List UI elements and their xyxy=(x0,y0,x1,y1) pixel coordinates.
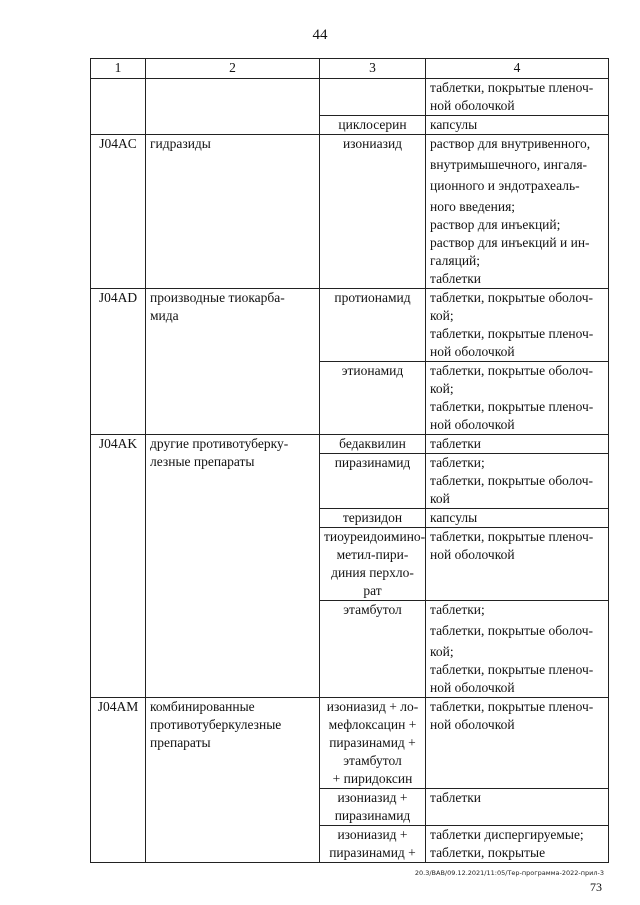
dosage-form-cell xyxy=(426,826,609,863)
header-cell: 2 xyxy=(146,59,320,79)
dosage-form-line: кой xyxy=(430,491,450,506)
substance-cell xyxy=(320,116,426,135)
group-name-cell xyxy=(146,135,320,289)
table-row xyxy=(91,289,609,362)
dosage-form-line: раствор для внутривенного, xyxy=(430,136,591,151)
dosage-form-cell xyxy=(426,698,609,789)
table-row xyxy=(91,435,609,454)
dosage-form-line: таблетки, покрытые оболоч- xyxy=(430,473,594,488)
substance-line: изониазид + xyxy=(337,790,408,805)
group-name-line: гидразиды xyxy=(150,136,211,151)
substance-line: этамбутол xyxy=(343,753,402,768)
table-row xyxy=(91,135,609,289)
dosage-form-line: капсулы xyxy=(430,510,478,525)
page-number: 44 xyxy=(312,27,328,43)
dosage-form-cell xyxy=(426,789,609,826)
group-name-line: лезные препараты xyxy=(150,454,255,469)
substance-line: мефлоксацин + xyxy=(328,717,417,732)
table-header-row xyxy=(91,59,609,79)
dosage-form-cell xyxy=(426,289,609,362)
group-name-line: мида xyxy=(150,308,179,323)
dosage-form-line: таблетки xyxy=(430,790,482,805)
dosage-form-line: галяций; xyxy=(430,253,481,268)
dosage-form-line: ной оболочкой xyxy=(430,717,515,732)
dosage-form-line: ного введения; xyxy=(430,199,516,214)
substance-line: изониазид xyxy=(342,136,403,151)
dosage-form-line: таблетки, покрытые пленоч- xyxy=(430,326,594,341)
table-row xyxy=(91,79,609,116)
dosage-form-line: таблетки, покрытые оболоч- xyxy=(430,363,594,378)
document-reference-code: 20.3/ВАВ/09.12.2021/11:05/Тер-программа-2022-прил-3 xyxy=(414,869,604,877)
substance-line: бедаквилин xyxy=(339,436,406,451)
dosage-form-line: таблетки, покрытые оболоч- xyxy=(430,290,594,305)
dosage-form-line: раствор для инъекций и ин- xyxy=(430,235,590,250)
substance-cell xyxy=(320,362,426,435)
dosage-form-line: таблетки, покрытые пленоч- xyxy=(430,399,594,414)
substance-cell xyxy=(320,509,426,528)
substance-line: тиоуреидоимино- xyxy=(324,529,426,544)
dosage-form-line: внутримышечного, ингаля- xyxy=(430,157,588,172)
atc-code-cell xyxy=(91,79,146,135)
substance-line: протионамид xyxy=(334,290,411,305)
substance-line: метил-пири- xyxy=(336,547,409,562)
dosage-form-line: раствор для инъекций; xyxy=(430,217,561,232)
dosage-form-line: ной оболочкой xyxy=(430,680,515,695)
substance-cell xyxy=(320,789,426,826)
dosage-form-line: капсулы xyxy=(430,117,478,132)
dosage-form-line: ной оболочкой xyxy=(430,344,515,359)
dosage-form-line: таблетки xyxy=(430,271,482,286)
substance-cell xyxy=(320,435,426,454)
dosage-form-line: таблетки, покрытые пленоч- xyxy=(430,662,594,677)
atc-code-cell: J04AC xyxy=(91,135,146,289)
table-row xyxy=(91,698,609,789)
substance-line: этионамид xyxy=(341,363,404,378)
drug-table xyxy=(90,58,609,863)
dosage-form-line: таблетки, покрытые пленоч- xyxy=(430,529,594,544)
dosage-form-cell xyxy=(426,528,609,601)
dosage-form-cell xyxy=(426,435,609,454)
dosage-form-line: ционного и эндотрахеаль- xyxy=(430,178,580,193)
substance-line: изониазид + ло- xyxy=(326,699,419,714)
group-name-line: другие противотуберку- xyxy=(150,436,289,451)
header-cell: 3 xyxy=(320,59,426,79)
substance-line: пиразинамид + xyxy=(329,845,416,860)
group-name-line: комбинированные xyxy=(150,699,255,714)
substance-cell xyxy=(320,454,426,509)
dosage-form-line: таблетки, покрытые оболоч- xyxy=(430,623,594,638)
substance-line: диния перхло- xyxy=(331,565,414,580)
dosage-form-line: таблетки диспергируемые; xyxy=(430,827,584,842)
substance-line: пиразинамид + xyxy=(329,735,416,750)
group-name-cell xyxy=(146,435,320,698)
dosage-form-cell xyxy=(426,509,609,528)
substance-cell xyxy=(320,79,426,116)
dosage-form-line: таблетки, покрытые пленоч- xyxy=(430,80,594,95)
substance-line: теризидон xyxy=(342,510,403,525)
substance-line: этамбутол xyxy=(343,602,402,617)
atc-code-cell: J04AK xyxy=(91,435,146,698)
dosage-form-line: кой; xyxy=(430,381,454,396)
group-name-line: производные тиокарба- xyxy=(150,290,285,305)
dosage-form-line: ной оболочкой xyxy=(430,98,515,113)
atc-code-cell: J04AD xyxy=(91,289,146,435)
group-name-line: препараты xyxy=(150,735,211,750)
substance-cell xyxy=(320,135,426,289)
group-name-cell xyxy=(146,289,320,435)
substance-line: пиразинамид xyxy=(334,808,411,823)
dosage-form-line: кой; xyxy=(430,308,454,323)
substance-line: + пиридоксин xyxy=(332,771,413,786)
dosage-form-cell xyxy=(426,79,609,116)
group-name-cell xyxy=(146,698,320,863)
substance-line: рат xyxy=(363,583,382,598)
dosage-form-cell xyxy=(426,601,609,698)
dosage-form-cell xyxy=(426,116,609,135)
dosage-form-line: таблетки; xyxy=(430,602,485,617)
dosage-form-line: кой; xyxy=(430,644,454,659)
dosage-form-line: таблетки, покрытые пленоч- xyxy=(430,699,594,714)
group-name-cell xyxy=(146,79,320,135)
dosage-form-cell xyxy=(426,362,609,435)
header-cell: 1 xyxy=(91,59,146,79)
dosage-form-line: ной оболочкой xyxy=(430,547,515,562)
sheet-number: 73 xyxy=(590,880,602,894)
dosage-form-line: таблетки, покрытые xyxy=(430,845,546,860)
substance-cell xyxy=(320,601,426,698)
substance-line: пиразинамид xyxy=(334,455,411,470)
dosage-form-line: таблетки xyxy=(430,436,482,451)
substance-line: циклосерин xyxy=(338,117,407,132)
group-name-line: противотуберкулезные xyxy=(150,717,282,732)
atc-code-cell: J04AM xyxy=(91,698,146,863)
dosage-form-cell xyxy=(426,135,609,289)
substance-cell xyxy=(320,698,426,789)
dosage-form-line: ной оболочкой xyxy=(430,417,515,432)
dosage-form-line: таблетки; xyxy=(430,455,485,470)
substance-cell xyxy=(320,289,426,362)
dosage-form-cell xyxy=(426,454,609,509)
substance-cell xyxy=(320,826,426,863)
header-cell: 4 xyxy=(426,59,609,79)
substance-line: изониазид + xyxy=(337,827,408,842)
substance-cell xyxy=(320,528,426,601)
